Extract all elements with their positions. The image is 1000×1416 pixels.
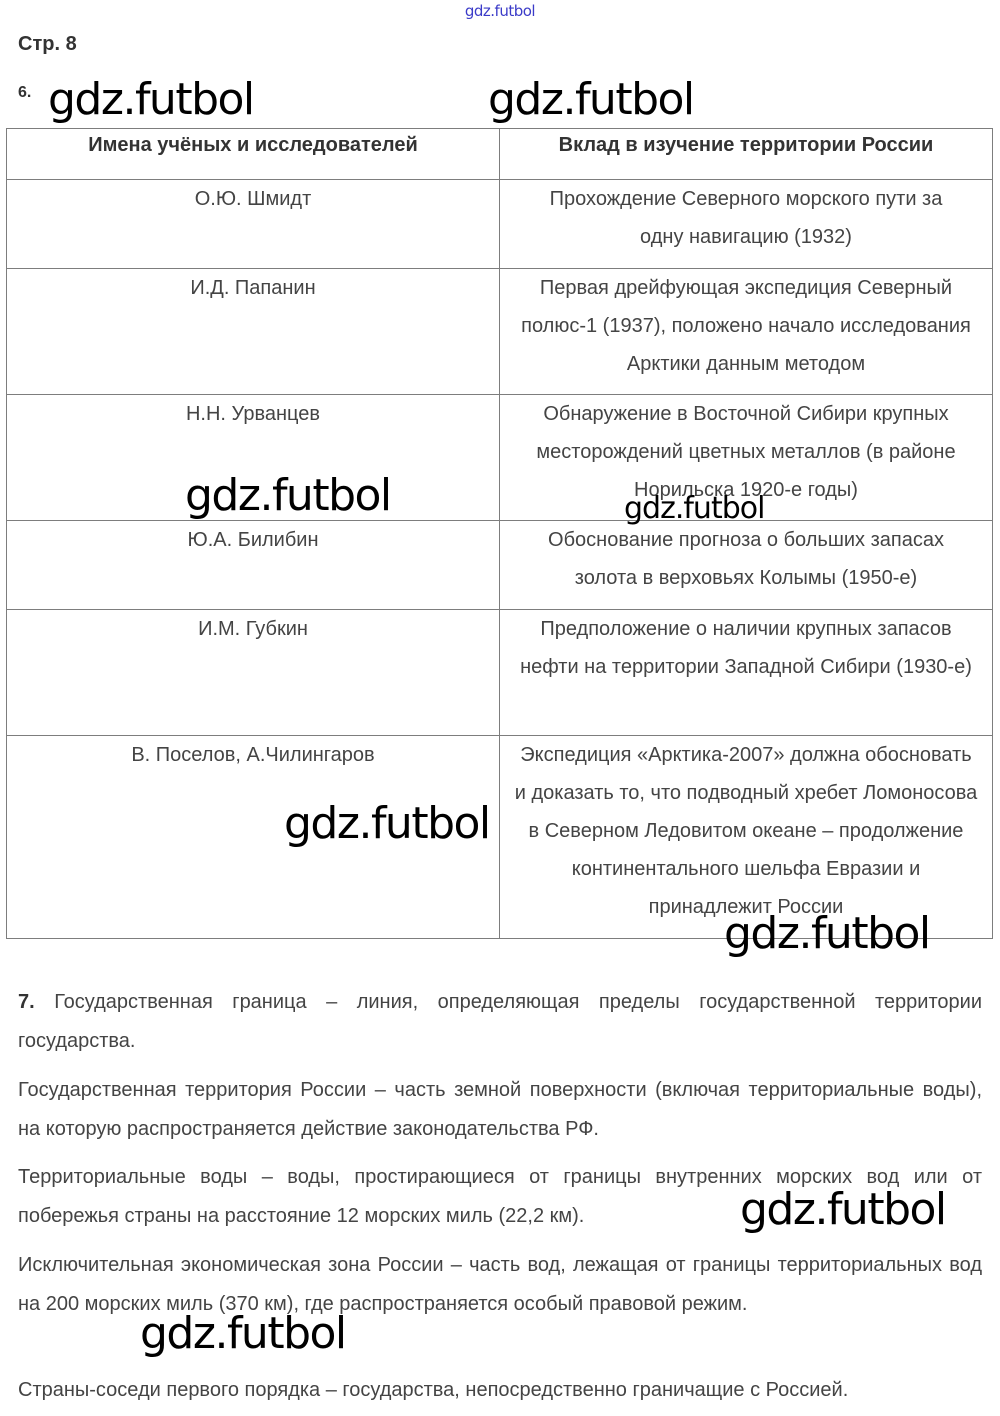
watermark: gdz.futbol	[624, 491, 765, 526]
table-header-contribution: Вклад в изучение территории России	[500, 129, 993, 180]
paragraph-text: Государственная граница – линия, определяющая пределы государственной территории государства.	[18, 991, 982, 1052]
page-reference: Стр. 8	[18, 33, 77, 55]
watermark: gdz.futbol	[140, 1308, 346, 1359]
scientist-name: Н.Н. Урванцев	[7, 395, 500, 521]
scientist-contribution: Экспедиция «Арктика-2007» должна обосновать и доказать то, что подводный хребет Ломоносова в Северном Ледовитом океане – продолжение континентального шельфа Евразии и принадлежит России	[500, 736, 993, 939]
paragraph-economic-zone: Исключительная экономическая зона России – часть вод, лежащая от границы территориальных вод на 200 морских миль (370 км), где распространяется особый правовой режим.	[18, 1254, 982, 1315]
scientist-contribution: Обоснование прогноза о больших запасах золота в верховьях Колымы (1950-е)	[500, 521, 993, 610]
scientist-name: И.Д. Папанин	[7, 269, 500, 395]
table-row	[7, 395, 993, 521]
watermark: gdz.futbol	[284, 798, 490, 849]
paragraph-state-border	[18, 983, 982, 1060]
top-watermark: gdz.futbol	[464, 2, 536, 20]
scientist-name: Ю.А. Билибин	[7, 521, 500, 610]
paragraph-territorial-waters: Территориальные воды – воды, простирающиеся от границы внутренних морских вод или от побережья страны на расстояние 12 морских миль (22,2 км).	[18, 1166, 982, 1227]
scientists-table	[6, 128, 993, 939]
watermark: gdz.futbol	[488, 74, 694, 125]
table-header-names: Имена учёных и исследователей	[7, 129, 500, 180]
watermark: gdz.futbol	[724, 908, 930, 959]
scientist-name: И.М. Губкин	[7, 610, 500, 736]
task-6-number: 6.	[18, 84, 32, 101]
task-7-number: 7.	[18, 991, 35, 1013]
scientist-name: О.Ю. Шмидт	[7, 180, 500, 269]
watermark: gdz.futbol	[48, 74, 254, 125]
scientist-contribution: Первая дрейфующая экспедиция Северный полюс-1 (1937), положено начало исследования Арктики данным методом	[500, 269, 993, 395]
paragraph-neighbor-countries: Страны-соседи первого порядка – государства, непосредственно граничащие с Россией.	[18, 1379, 849, 1401]
scientist-contribution: Предположение о наличии крупных запасов нефти на территории Западной Сибири (1930-е)	[500, 610, 993, 736]
table-header-row	[7, 129, 993, 180]
scientist-contribution: Прохождение Северного морского пути за одну навигацию (1932)	[500, 180, 993, 269]
table-row	[7, 269, 993, 395]
table-row	[7, 180, 993, 269]
watermark: gdz.futbol	[185, 470, 391, 521]
watermark: gdz.futbol	[740, 1184, 946, 1235]
table-row	[7, 521, 993, 610]
scientist-name: В. Поселов, А.Чилингаров	[7, 736, 500, 939]
scientist-contribution: Обнаружение в Восточной Сибири крупных месторождений цветных металлов (в районе Норильска 1920-е годы)	[500, 395, 993, 521]
table-row	[7, 610, 993, 736]
paragraph-state-territory: Государственная территория России – часть земной поверхности (включая территориальные воды), на которую распространяется действие законодательства РФ.	[18, 1079, 982, 1140]
